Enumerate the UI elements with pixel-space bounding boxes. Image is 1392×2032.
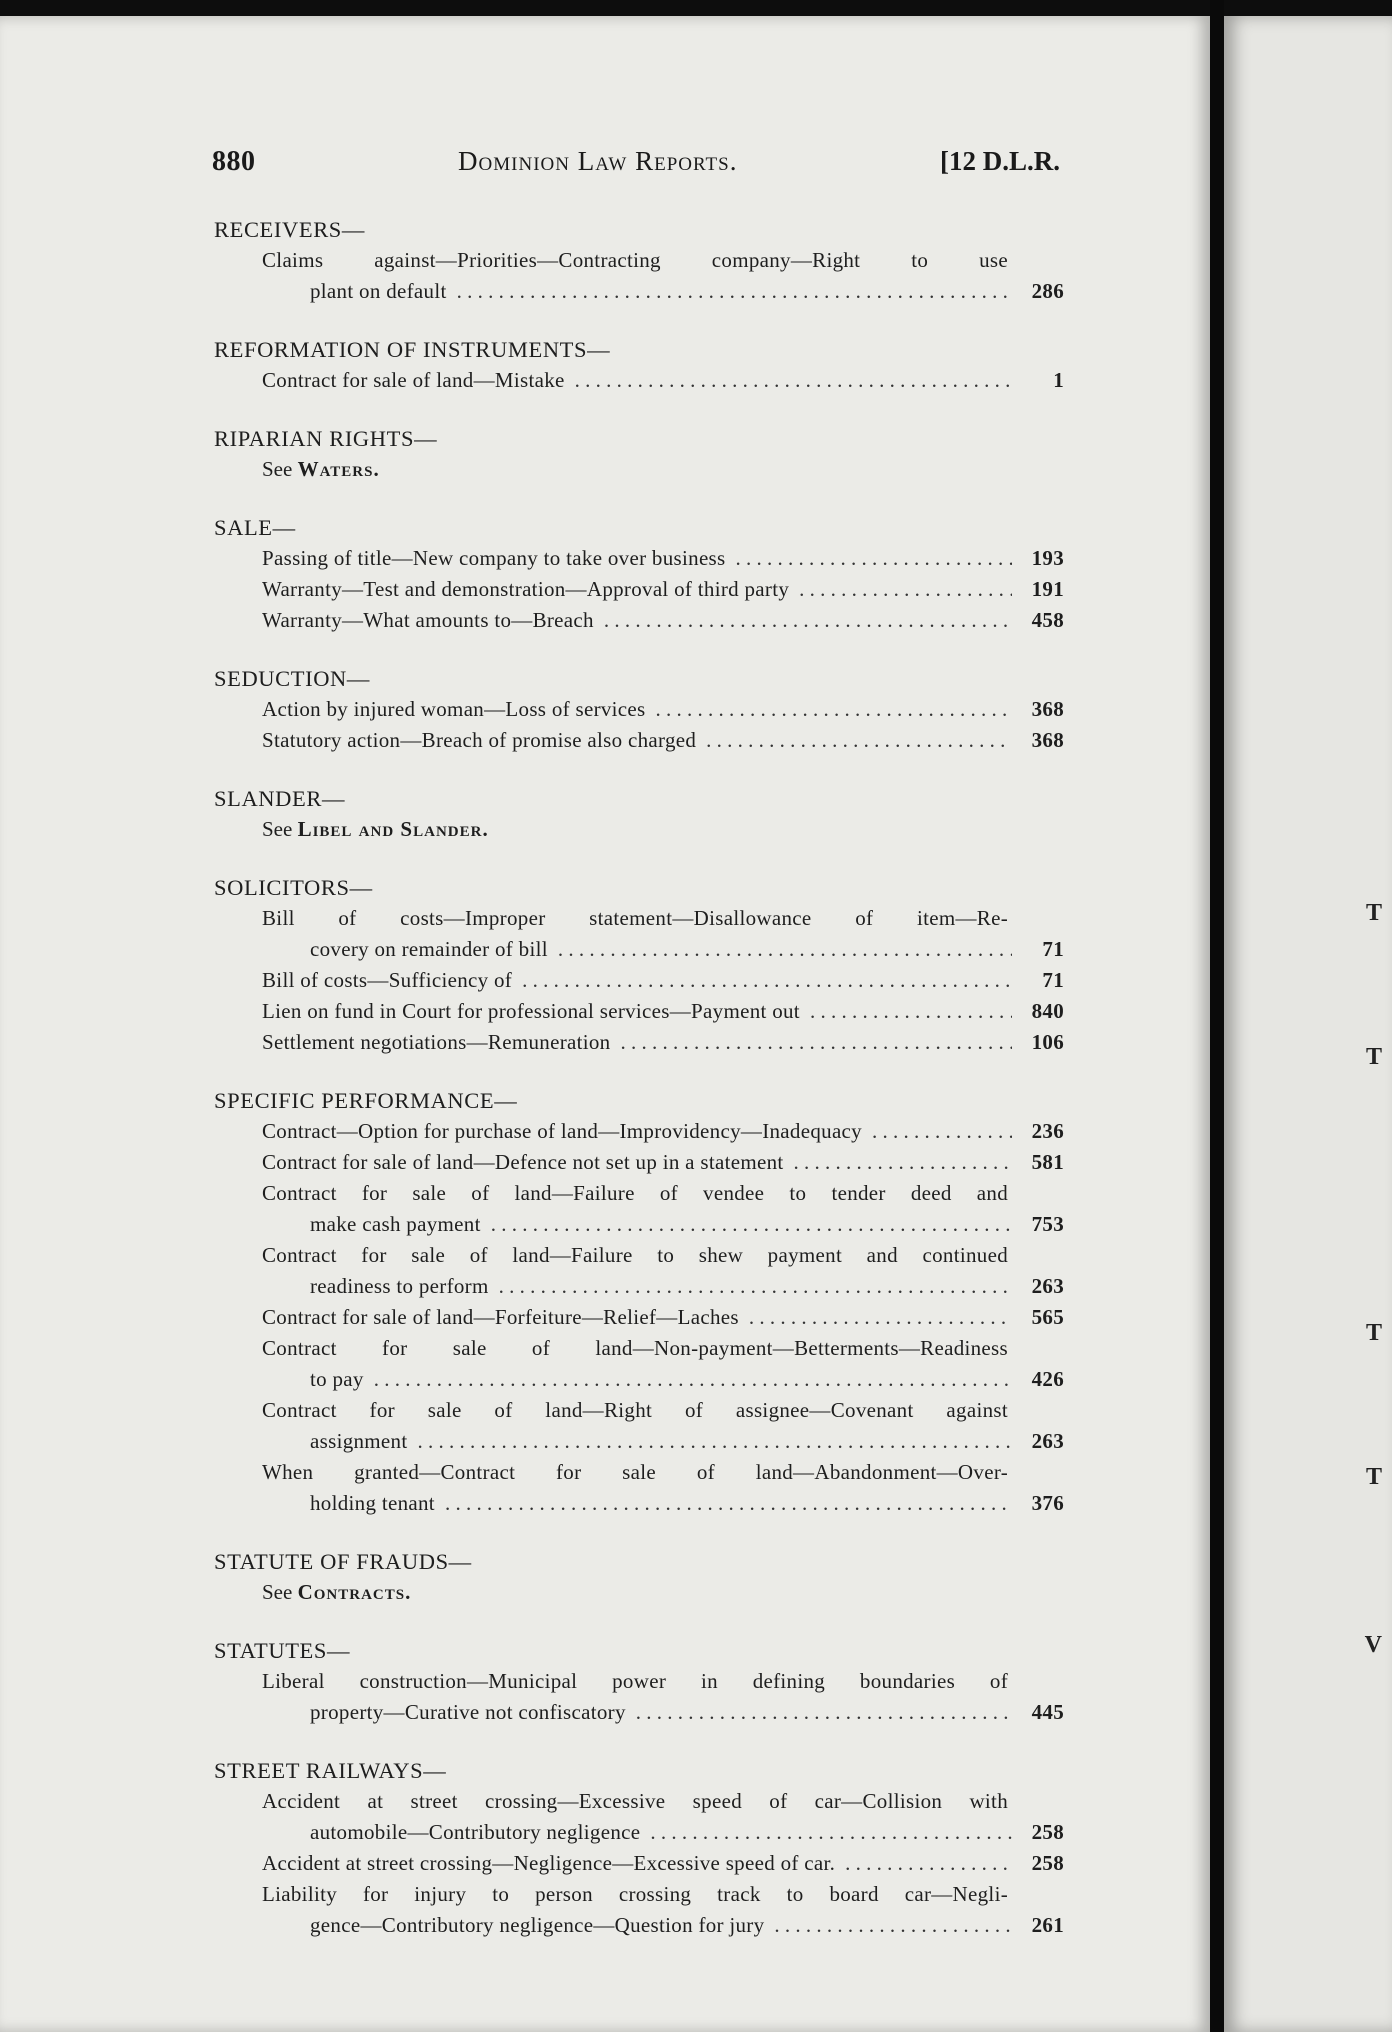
index-section bbox=[214, 1546, 1064, 1608]
entry-text: Contract for sale of land—Failure to shew payment and continued bbox=[262, 1243, 1008, 1267]
entry-text: holding tenant bbox=[310, 1491, 435, 1515]
publication-title: Dominion Law Reports. bbox=[458, 146, 738, 176]
page-reference: 458 bbox=[1031, 608, 1064, 632]
entry-last-line bbox=[262, 1302, 1064, 1333]
index-entry bbox=[214, 543, 1064, 574]
entry-last-line bbox=[262, 1147, 1064, 1178]
entry-last-line bbox=[262, 965, 1064, 996]
leader-dots bbox=[491, 1209, 1012, 1240]
entry-last-line bbox=[262, 996, 1064, 1027]
see-prefix: See bbox=[262, 457, 293, 481]
leader-dots bbox=[418, 1426, 1013, 1457]
entry-text: automobile—Contributory negligence bbox=[310, 1820, 641, 1844]
section-heading: SLANDER— bbox=[214, 786, 346, 811]
see-reference: Contracts. bbox=[297, 1580, 412, 1604]
book-gutter bbox=[1210, 0, 1224, 2032]
entry-text: Liberal construction—Municipal power in defining boundaries of bbox=[262, 1669, 1008, 1693]
index-section bbox=[214, 1085, 1064, 1519]
section-heading: RECEIVERS— bbox=[214, 217, 366, 242]
page-reference: 753 bbox=[1031, 1212, 1064, 1236]
page-reference: 236 bbox=[1031, 1119, 1064, 1143]
entry-text: readiness to perform bbox=[310, 1274, 489, 1298]
entry-last-line bbox=[262, 543, 1064, 574]
index-section bbox=[214, 1755, 1064, 1941]
entry-last-line bbox=[262, 1697, 1064, 1728]
leader-dots bbox=[558, 934, 1012, 965]
index-entry bbox=[214, 694, 1064, 725]
entry-last-line bbox=[262, 1209, 1064, 1240]
entry-text: Contract for sale of land—Forfeiture—Relief—Laches bbox=[262, 1305, 739, 1329]
index-entry bbox=[214, 1027, 1064, 1058]
entry-last-line bbox=[262, 1910, 1064, 1941]
page-reference: 106 bbox=[1031, 1030, 1064, 1054]
section-heading: REFORMATION OF INSTRUMENTS— bbox=[214, 337, 611, 362]
entry-text: Contract for sale of land—Failure of vendee to tender deed and bbox=[262, 1181, 1008, 1205]
index-entry bbox=[214, 1302, 1064, 1333]
leader-dots bbox=[749, 1302, 1012, 1333]
page-reference: 71 bbox=[1042, 937, 1064, 961]
page-reference: 191 bbox=[1031, 577, 1064, 601]
leader-dots bbox=[845, 1848, 1012, 1879]
leader-dots bbox=[810, 996, 1012, 1027]
page-reference: 286 bbox=[1031, 279, 1064, 303]
leader-dots bbox=[650, 1817, 1012, 1848]
section-heading: SPECIFIC PERFORMANCE— bbox=[214, 1088, 518, 1113]
section-heading: SOLICITORS— bbox=[214, 875, 373, 900]
entry-text: Bill of costs—Sufficiency of bbox=[262, 968, 513, 992]
leader-dots bbox=[620, 1027, 1012, 1058]
entry-last-line bbox=[262, 276, 1064, 307]
leader-dots bbox=[499, 1271, 1012, 1302]
index-entry bbox=[214, 965, 1064, 996]
entry-text: Warranty—What amounts to—Breach bbox=[262, 608, 594, 632]
index-section bbox=[214, 334, 1064, 396]
section-heading: SALE— bbox=[214, 515, 296, 540]
index-entry bbox=[214, 1879, 1064, 1941]
section-heading: SEDUCTION— bbox=[214, 666, 370, 691]
entry-last-line bbox=[262, 1116, 1064, 1147]
index-entry bbox=[214, 1240, 1064, 1302]
entry-last-line bbox=[262, 725, 1064, 756]
index-entry bbox=[214, 1395, 1064, 1457]
facing-page-letter: V bbox=[1364, 1632, 1382, 1658]
index-entry bbox=[214, 1786, 1064, 1848]
cross-reference bbox=[214, 1577, 1064, 1608]
entry-text: Accident at street crossing—Negligence—Excessive speed of car. bbox=[262, 1851, 836, 1875]
leader-dots bbox=[522, 965, 1012, 996]
index-section bbox=[214, 214, 1064, 307]
entry-last-line bbox=[262, 574, 1064, 605]
page-reference: 376 bbox=[1031, 1491, 1064, 1515]
entry-last-line bbox=[262, 365, 1064, 396]
section-heading: STREET RAILWAYS— bbox=[214, 1758, 447, 1783]
page-reference: 581 bbox=[1031, 1150, 1064, 1174]
entry-text: Contract—Option for purchase of land—Improvidency—Inadequacy bbox=[262, 1119, 862, 1143]
running-header bbox=[212, 146, 1060, 190]
entry-text: Bill of costs—Improper statement—Disallowance of item—Re- bbox=[262, 906, 1008, 930]
volume-reference: [12 D.L.R. bbox=[939, 146, 1060, 176]
section-heading: STATUTES— bbox=[214, 1638, 351, 1663]
entry-text: Contract for sale of land—Right of assignee—Covenant against bbox=[262, 1398, 1008, 1422]
page-reference: 258 bbox=[1031, 1851, 1064, 1875]
entry-last-line bbox=[262, 605, 1064, 636]
facing-page-letter: T bbox=[1365, 1464, 1382, 1490]
section-heading: RIPARIAN RIGHTS— bbox=[214, 426, 438, 451]
page-reference: 263 bbox=[1031, 1429, 1064, 1453]
section-heading: STATUTE OF FRAUDS— bbox=[214, 1549, 472, 1574]
index-entry bbox=[214, 725, 1064, 756]
page-reference: 368 bbox=[1031, 728, 1064, 752]
index-entry bbox=[214, 1457, 1064, 1519]
entry-text: Warranty—Test and demonstration—Approval of third party bbox=[262, 577, 790, 601]
entry-text: plant on default bbox=[310, 279, 447, 303]
leader-dots bbox=[374, 1364, 1012, 1395]
entry-text: Action by injured woman—Loss of services bbox=[262, 697, 646, 721]
entry-last-line bbox=[262, 934, 1064, 965]
page-reference: 1 bbox=[1053, 368, 1064, 392]
page-reference: 263 bbox=[1031, 1274, 1064, 1298]
index-entry bbox=[214, 1116, 1064, 1147]
entry-text: property—Curative not confiscatory bbox=[310, 1700, 626, 1724]
page-reference: 565 bbox=[1031, 1305, 1064, 1329]
leader-dots bbox=[799, 574, 1012, 605]
leader-dots bbox=[794, 1147, 1012, 1178]
entry-text: Contract for sale of land—Non-payment—Betterments—Readiness bbox=[262, 1336, 1008, 1360]
page-reference: 368 bbox=[1031, 697, 1064, 721]
see-prefix: See bbox=[262, 817, 293, 841]
leader-dots bbox=[736, 543, 1012, 574]
cross-reference bbox=[214, 814, 1064, 845]
entry-text: Contract for sale of land—Mistake bbox=[262, 368, 565, 392]
entry-text: Passing of title—New company to take over business bbox=[262, 546, 726, 570]
entry-last-line bbox=[262, 1817, 1064, 1848]
entry-last-line bbox=[262, 1271, 1064, 1302]
entry-last-line bbox=[262, 1027, 1064, 1058]
page-reference: 193 bbox=[1031, 546, 1064, 570]
index-section bbox=[214, 663, 1064, 756]
index-entry bbox=[214, 245, 1064, 307]
index-section bbox=[214, 783, 1064, 845]
index-entry bbox=[214, 605, 1064, 636]
entry-text: Accident at street crossing—Excessive speed of car—Collision with bbox=[262, 1789, 1008, 1813]
leader-dots bbox=[872, 1116, 1012, 1147]
facing-page-letter: T bbox=[1365, 1320, 1382, 1346]
entry-text: Claims against—Priorities—Contracting company—Right to use bbox=[262, 248, 1008, 272]
entry-last-line bbox=[262, 1364, 1064, 1395]
index-entry bbox=[214, 1178, 1064, 1240]
see-prefix: See bbox=[262, 1580, 293, 1604]
entry-text: Settlement negotiations—Remuneration bbox=[262, 1030, 611, 1054]
entry-text: make cash payment bbox=[310, 1212, 481, 1236]
index-entry bbox=[214, 1147, 1064, 1178]
leader-dots bbox=[445, 1488, 1012, 1519]
index-entry bbox=[214, 996, 1064, 1027]
index-entry bbox=[214, 1333, 1064, 1395]
entry-text: Statutory action—Breach of promise also charged bbox=[262, 728, 697, 752]
index-entry bbox=[214, 365, 1064, 396]
leader-dots bbox=[706, 725, 1012, 756]
entry-text: to pay bbox=[310, 1367, 364, 1391]
index-section bbox=[214, 512, 1064, 636]
cross-reference bbox=[214, 454, 1064, 485]
leader-dots bbox=[457, 276, 1012, 307]
entry-text: Contract for sale of land—Defence not set up in a statement bbox=[262, 1150, 784, 1174]
page-reference: 258 bbox=[1031, 1820, 1064, 1844]
index-entry bbox=[214, 1848, 1064, 1879]
page-number: 880 bbox=[212, 146, 256, 177]
entry-text: Liability for injury to person crossing track to board car—Negli- bbox=[262, 1882, 1008, 1906]
entry-last-line bbox=[262, 694, 1064, 725]
page-reference: 426 bbox=[1031, 1367, 1064, 1391]
page-reference: 71 bbox=[1042, 968, 1064, 992]
entry-text: gence—Contributory negligence—Question for jury bbox=[310, 1913, 765, 1937]
index-list bbox=[214, 214, 1064, 1968]
facing-page-letter: T bbox=[1365, 900, 1382, 926]
entry-text: covery on remainder of bill bbox=[310, 937, 548, 961]
entry-text: Lien on fund in Court for professional services—Payment out bbox=[262, 999, 800, 1023]
entry-last-line bbox=[262, 1488, 1064, 1519]
entry-text: assignment bbox=[310, 1429, 408, 1453]
entry-text: When granted—Contract for sale of land—Abandonment—Over- bbox=[262, 1460, 1008, 1484]
see-reference: Libel and Slander. bbox=[297, 817, 489, 841]
leader-dots bbox=[604, 605, 1012, 636]
leader-dots bbox=[636, 1697, 1012, 1728]
index-entry bbox=[214, 1666, 1064, 1728]
entry-last-line bbox=[262, 1426, 1064, 1457]
index-entry bbox=[214, 903, 1064, 965]
page-reference: 445 bbox=[1031, 1700, 1064, 1724]
page-reference: 840 bbox=[1031, 999, 1064, 1023]
page-reference: 261 bbox=[1031, 1913, 1064, 1937]
index-entry bbox=[214, 574, 1064, 605]
index-section bbox=[214, 1635, 1064, 1728]
leader-dots bbox=[774, 1910, 1012, 1941]
leader-dots bbox=[575, 365, 1012, 396]
index-section bbox=[214, 872, 1064, 1058]
facing-page-letter: T bbox=[1365, 1044, 1382, 1070]
see-reference: Waters. bbox=[297, 457, 380, 481]
entry-last-line bbox=[262, 1848, 1064, 1879]
index-section bbox=[214, 423, 1064, 485]
facing-page-edge bbox=[1224, 16, 1392, 2032]
leader-dots bbox=[656, 694, 1012, 725]
